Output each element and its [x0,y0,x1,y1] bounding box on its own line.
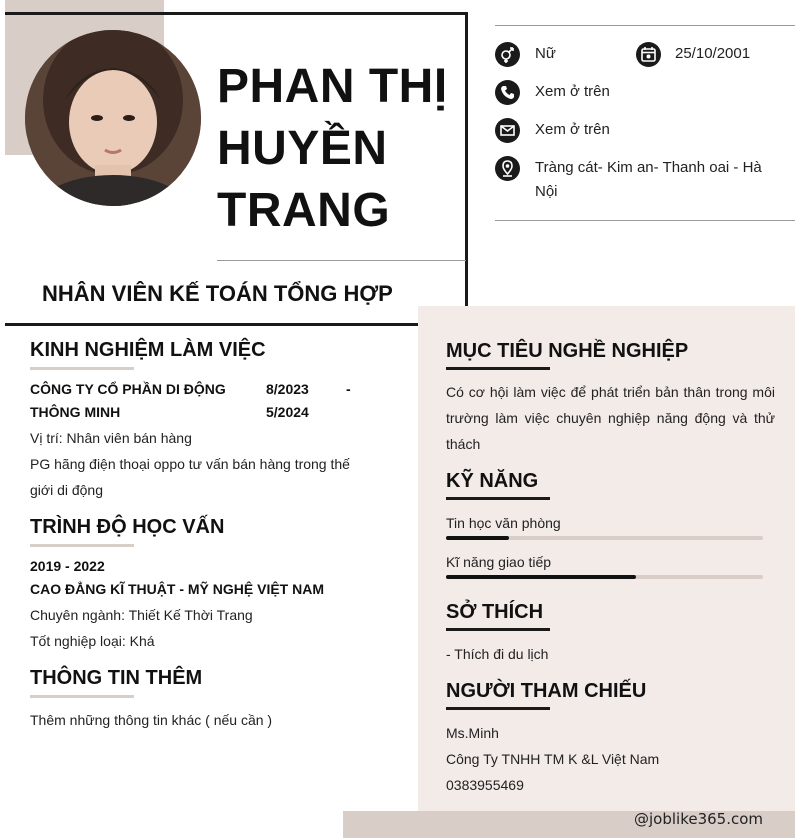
location-icon [495,156,520,181]
mail-icon [495,118,520,143]
extra-info-heading: THÔNG TIN THÊM [30,667,203,689]
calendar-icon [636,42,661,67]
reference-name: Ms.Minh [446,725,499,741]
hobbies-text: - Thích đi du lịch [446,646,549,662]
education-grade: Tốt nghiệp loại: Khá [30,633,155,649]
company-name: CÔNG TY CỔ PHẦN DI ĐỘNG [30,381,226,397]
phone-icon [495,80,520,105]
hobbies-heading: SỞ THÍCH [446,601,544,623]
watermark: @joblike365.com [634,810,764,828]
skill-bar [446,536,763,540]
skill-bar-fill [446,536,509,540]
heading-underline [30,367,134,370]
job-description: PG hãng điện thoại oppo tư vấn bán hàng trong thế [30,456,350,472]
education-major: Chuyên ngành: Thiết Kế Thời Trang [30,607,253,623]
date-end: 5/2024 [266,404,309,420]
skill-label: Tin học văn phòng [446,515,561,531]
divider [495,25,795,26]
reference-company: Công Ty TNHH TM K &L Việt Nam [446,751,660,767]
birthday-text: 25/10/2001 [675,45,751,62]
experience-heading: KINH NGHIỆM LÀM VIỆC [30,339,266,361]
education-heading: TRÌNH ĐỘ HỌC VẤN [30,516,225,538]
heading-underline [446,497,550,500]
school-name: CAO ĐẲNG KĨ THUẬT - MỸ NGHỆ VIỆT NAM [30,581,324,597]
objective-text: Có cơ hội làm việc để phát triển bản thân trong môi [446,384,775,400]
skills-heading: KỸ NĂNG [446,470,539,492]
education-years: 2019 - 2022 [30,558,105,574]
heading-underline [446,707,550,710]
extra-info-text: Thêm những thông tin khác ( nếu cần ) [30,712,273,728]
name-line: PHAN THỊ [217,60,448,113]
date-start: 8/2023 [266,381,309,397]
objective-text: thách [446,436,481,452]
heading-underline [30,544,134,547]
avatar [25,30,201,206]
gender-text: Nữ [535,45,556,62]
phone-text: Xem ở trên [535,83,610,100]
divider [495,220,795,221]
heading-underline [446,367,550,370]
job-description: giới di động [30,482,104,498]
full-name [217,56,457,242]
date-separator: - [346,381,351,397]
objective-heading: MỤC TIÊU NGHỀ NGHIỆP [446,340,689,362]
skill-bar [446,575,763,579]
address-text: Tràng cát- Kim an- Thanh oai - Hà Nội [535,159,762,200]
gender-icon [495,42,520,67]
divider [217,260,466,261]
company-name: THÔNG MINH [30,404,121,420]
heading-underline [446,628,550,631]
skill-label: Kĩ năng giao tiếp [446,554,552,570]
reference-phone: 0383955469 [446,777,524,793]
job-position: Vị trí: Nhân viên bán hàng [30,430,192,446]
skill-bar-fill [446,575,636,579]
name-line: HUYỀN [217,122,388,175]
references-heading: NGƯỜI THAM CHIẾU [446,680,647,702]
objective-text: trường làm việc chuyên nghiệp năng động và thử [446,410,775,426]
heading-underline [30,695,134,698]
name-line: TRANG [217,184,391,237]
job-title: NHÂN VIÊN KẾ TOÁN TỔNG HỢP [42,281,393,306]
email-text: Xem ở trên [535,121,610,138]
